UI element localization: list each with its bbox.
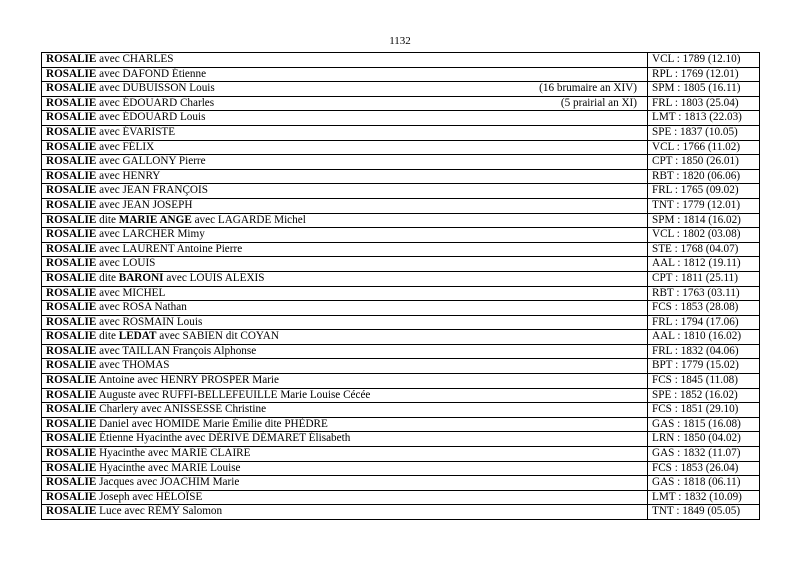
primary-name: ROSALIE [46, 96, 97, 109]
table-row [42, 96, 760, 111]
entry-names-cell [42, 111, 648, 126]
primary-name: ROSALIE [46, 417, 97, 430]
parish-date-cell: FCS : 1853 (28.08) [648, 301, 760, 316]
primary-name: ROSALIE [46, 140, 97, 153]
parish-date-cell: GAS : 1818 (06.11) [648, 476, 760, 491]
primary-name: ROSALIE [46, 447, 97, 460]
revolutionary-date-note: (16 brumaire an XIV) [539, 82, 637, 95]
parish-date-cell: SPE : 1852 (16.02) [648, 388, 760, 403]
parish-date-cell: AAL : 1812 (19.11) [648, 257, 760, 272]
parish-date-cell: TNT : 1779 (12.01) [648, 198, 760, 213]
entry-names-cell [42, 432, 648, 447]
table-row [42, 169, 760, 184]
primary-name: ROSALIE [46, 111, 97, 124]
entry-names-cell [42, 242, 648, 257]
parish-date-cell: VCL : 1789 (12.10) [648, 53, 760, 68]
entry-text: Auguste avec RUFFI-BELLEFEUILLE Marie Louise Cécée [96, 388, 371, 401]
primary-name: ROSALIE [46, 505, 97, 518]
entry-names-cell [42, 82, 648, 97]
parish-date-cell: RPL : 1769 (12.01) [648, 67, 760, 82]
primary-name: ROSALIE [46, 67, 97, 80]
entry-names-cell [42, 417, 648, 432]
table-row [42, 242, 760, 257]
entry-names-cell [42, 447, 648, 462]
parish-date-cell: RBT : 1763 (03.11) [648, 286, 760, 301]
primary-name: ROSALIE [46, 242, 97, 255]
entry-text: Hyacinthe avec MARIE CLAIRE [96, 447, 251, 460]
entry-text-continued: avec SABIEN dit COYAN [156, 330, 279, 343]
entry-names-cell [42, 257, 648, 272]
table-row [42, 374, 760, 389]
primary-name: ROSALIE [46, 330, 97, 343]
entry-text: dite [96, 271, 119, 284]
table-row [42, 432, 760, 447]
parish-date-cell: RBT : 1820 (06.06) [648, 169, 760, 184]
parish-date-cell: STE : 1768 (04.07) [648, 242, 760, 257]
entry-text: avec DAFOND Étienne [96, 67, 207, 80]
parish-date-cell: TNT : 1849 (05.05) [648, 505, 760, 520]
parish-date-cell: LMT : 1832 (10.09) [648, 490, 760, 505]
entry-text: Étienne Hyacinthe avec DÉRIVE DÉMARET Élisabeth [96, 432, 351, 445]
entry-text: avec LOUIS [96, 257, 156, 270]
primary-name: ROSALIE [46, 301, 97, 314]
alias-name: MARIE ANGE [118, 213, 192, 226]
table-row [42, 461, 760, 476]
table-row [42, 490, 760, 505]
entry-text: Hyacinthe avec MARIE Louise [96, 461, 241, 474]
entry-names-cell [42, 271, 648, 286]
entry-text: avec HENRY [96, 169, 161, 182]
registry-body [42, 53, 760, 520]
table-row [42, 505, 760, 520]
primary-name: ROSALIE [46, 344, 97, 357]
entry-names-cell [42, 286, 648, 301]
table-row [42, 140, 760, 155]
primary-name: ROSALIE [46, 286, 97, 299]
entry-text: Daniel avec HOMIDE Marie Émilie dite PHÈDRE [96, 417, 328, 430]
entry-text: Charlery avec ANISSESSE Christine [96, 403, 267, 416]
table-row [42, 155, 760, 170]
parish-date-cell: AAL : 1810 (16.02) [648, 330, 760, 345]
parish-date-cell: SPM : 1814 (16.02) [648, 213, 760, 228]
primary-name: ROSALIE [46, 476, 97, 489]
table-row [42, 82, 760, 97]
primary-name: ROSALIE [46, 125, 97, 138]
table-row [42, 53, 760, 68]
primary-name: ROSALIE [46, 490, 97, 503]
entry-names-cell [42, 213, 648, 228]
entry-text: avec DUBUISSON Louis [96, 82, 215, 95]
entry-names-cell [42, 461, 648, 476]
entry-names-cell [42, 53, 648, 68]
primary-name: ROSALIE [46, 315, 97, 328]
primary-name: ROSALIE [46, 432, 97, 445]
parish-date-cell: FRL : 1794 (17.06) [648, 315, 760, 330]
table-row [42, 184, 760, 199]
table-row [42, 271, 760, 286]
parish-date-cell: CPT : 1811 (25.11) [648, 271, 760, 286]
entry-text: avec LAURENT Antoine Pierre [96, 242, 243, 255]
entry-names-cell [42, 67, 648, 82]
entry-text: avec ÉVARISTE [96, 125, 176, 138]
table-row [42, 447, 760, 462]
primary-name: ROSALIE [46, 53, 97, 65]
table-row [42, 228, 760, 243]
revolutionary-date-note: (5 prairial an XI) [560, 96, 637, 109]
entry-text: Luce avec RÉMY Salomon [96, 505, 223, 518]
entry-text: Antoine avec HENRY PROSPER Marie [96, 374, 279, 387]
entry-names-cell [42, 96, 648, 111]
entry-names-cell [42, 490, 648, 505]
entry-text: avec ROSMAIN Louis [96, 315, 203, 328]
primary-name: ROSALIE [46, 388, 97, 401]
primary-name: ROSALIE [46, 82, 97, 95]
parish-date-cell: FCS : 1853 (26.04) [648, 461, 760, 476]
entry-names-cell [42, 359, 648, 374]
table-row [42, 476, 760, 491]
entry-names-cell [42, 184, 648, 199]
entry-names-cell [42, 330, 648, 345]
entry-text: Joseph avec HÉLOÏSE [96, 490, 203, 503]
parish-date-cell: GAS : 1815 (16.08) [648, 417, 760, 432]
table-row [42, 198, 760, 213]
table-row [42, 111, 760, 126]
page-number: 1132 [389, 35, 411, 47]
entry-names-cell [42, 315, 648, 330]
entry-names-cell [42, 476, 648, 491]
parish-date-cell: BPT : 1779 (15.02) [648, 359, 760, 374]
entry-text: avec ÉDOUARD Louis [96, 111, 206, 124]
parish-date-cell: LRN : 1850 (04.02) [648, 432, 760, 447]
entry-text: avec MICHEL [96, 286, 166, 299]
entry-names-cell [42, 169, 648, 184]
entry-text: avec CHARLES [96, 53, 174, 65]
primary-name: ROSALIE [46, 213, 97, 226]
parish-date-cell: LMT : 1813 (22.03) [648, 111, 760, 126]
entry-names-cell [42, 403, 648, 418]
marriage-registry-table [41, 52, 760, 520]
table-row [42, 330, 760, 345]
primary-name: ROSALIE [46, 198, 97, 211]
primary-name: ROSALIE [46, 184, 97, 197]
entry-names-cell [42, 155, 648, 170]
alias-name: BARONI [118, 271, 164, 284]
primary-name: ROSALIE [46, 403, 97, 416]
primary-name: ROSALIE [46, 271, 97, 284]
table-row [42, 286, 760, 301]
primary-name: ROSALIE [46, 374, 97, 387]
primary-name: ROSALIE [46, 169, 97, 182]
primary-name: ROSALIE [46, 257, 97, 270]
table-row [42, 67, 760, 82]
entry-text: avec FÉLIX [96, 140, 155, 153]
entry-text: avec TAILLAN François Alphonse [96, 344, 257, 357]
entry-text: avec LARCHER Mimy [96, 228, 205, 241]
entry-names-cell [42, 198, 648, 213]
table-row [42, 213, 760, 228]
entry-names-cell [42, 388, 648, 403]
primary-name: ROSALIE [46, 228, 97, 241]
parish-date-cell: FRL : 1832 (04.06) [648, 344, 760, 359]
entry-names-cell [42, 125, 648, 140]
entry-text-continued: avec LAGARDE Michel [191, 213, 306, 226]
entry-names-cell [42, 344, 648, 359]
primary-name: ROSALIE [46, 461, 97, 474]
parish-date-cell: VCL : 1802 (03.08) [648, 228, 760, 243]
entry-text: dite [96, 213, 119, 226]
entry-text: avec JEAN FRANÇOIS [96, 184, 208, 197]
parish-date-cell: FRL : 1765 (09.02) [648, 184, 760, 199]
entry-text: Jacques avec JOACHIM Marie [96, 476, 240, 489]
parish-date-cell: SPE : 1837 (10.05) [648, 125, 760, 140]
table-row [42, 417, 760, 432]
parish-date-cell: FCS : 1851 (29.10) [648, 403, 760, 418]
entry-names-cell [42, 374, 648, 389]
entry-text: avec ROSA Nathan [96, 301, 187, 314]
entry-text: avec GALLONY Pierre [96, 155, 206, 168]
alias-name: LEDAT [118, 330, 157, 343]
parish-date-cell: SPM : 1805 (16.11) [648, 82, 760, 97]
entry-names-cell [42, 505, 648, 520]
table-row [42, 257, 760, 272]
entry-names-cell [42, 301, 648, 316]
table-row [42, 315, 760, 330]
entry-text: dite [96, 330, 119, 343]
entry-text: avec JEAN JOSEPH [96, 198, 193, 211]
parish-date-cell: GAS : 1832 (11.07) [648, 447, 760, 462]
entry-names-cell [42, 228, 648, 243]
parish-date-cell: FRL : 1803 (25.04) [648, 96, 760, 111]
primary-name: ROSALIE [46, 155, 97, 168]
entry-text-continued: avec LOUIS ALEXIS [163, 271, 265, 284]
parish-date-cell: CPT : 1850 (26.01) [648, 155, 760, 170]
table-row [42, 344, 760, 359]
entry-text: avec THOMAS [96, 359, 170, 372]
table-row [42, 301, 760, 316]
table-row [42, 125, 760, 140]
entry-text: avec ÉDOUARD Charles [96, 96, 215, 109]
primary-name: ROSALIE [46, 359, 97, 372]
entry-names-cell [42, 140, 648, 155]
table-row [42, 388, 760, 403]
parish-date-cell: FCS : 1845 (11.08) [648, 374, 760, 389]
parish-date-cell: VCL : 1766 (11.02) [648, 140, 760, 155]
table-row [42, 359, 760, 374]
table-row [42, 403, 760, 418]
